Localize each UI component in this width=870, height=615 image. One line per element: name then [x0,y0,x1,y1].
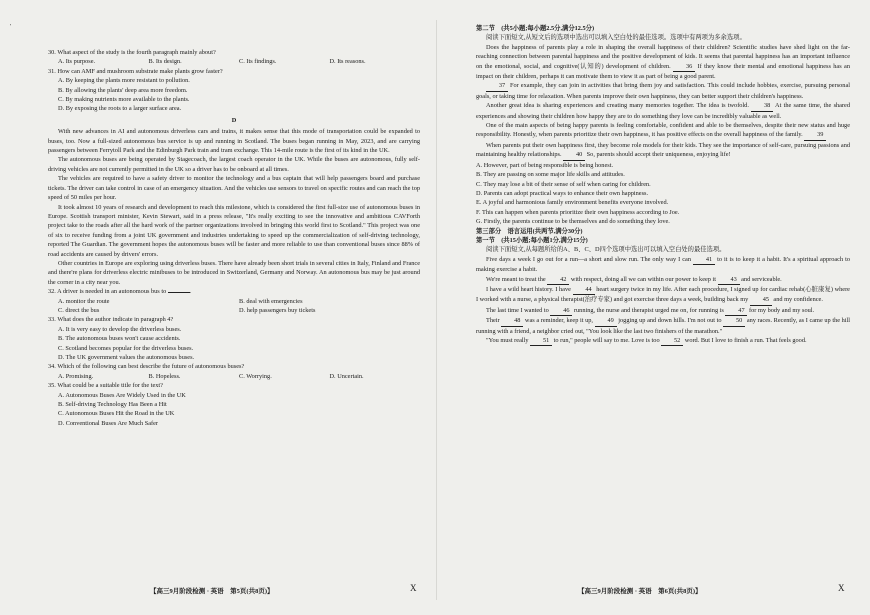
paragraph-text: to it is to keep it a habit. It's a spiritual approach to making exercise a habit. [476,255,851,274]
paragraph-text: So, parents should accept their uniqueness, enjoying life! [586,151,731,159]
margin-mark: ' [10,24,12,30]
paragraph-text: running, the nurse and therapist urged me on, for running is [573,306,724,314]
option-c: C. Scotland becomes popular for the driverless buses. [58,344,194,352]
blank-47: 47 [725,306,747,316]
choice-a: A. However, part of being responsible is being honest. [476,161,614,169]
section-2-instructions: 阅读下面短文,从短文后的选项中选出可以填入空白处的最佳选项。选项中有两项为多余选项。 [486,34,746,42]
paragraph-text: jogging up and down hills. I'm not out to [618,317,722,325]
column-divider [436,20,437,600]
cloze-paragraph-5 [476,316,850,336]
right-column [476,24,850,346]
question-34-options [58,372,420,381]
question-33-stem: 33. What does the author indicate in paragraph 4? [48,316,174,324]
paragraph-text: At the same time, the shared experiences and showing their children how happy they are to do something they love can be incredibly valuable as well. [476,102,851,120]
option-d: D. help passengers buy tickets [239,306,316,314]
option-a: A. Promising. [58,372,94,380]
blank-42: 42 [547,275,569,285]
question-31-stem: 31. How can AMF and mushroom substrate make plants grow faster? [48,67,223,75]
option-d: D. Uncertain. [329,372,364,380]
paragraph-text: and serviceable. [741,275,782,283]
question-35-stem: 35. What could be a suitable title for the text? [48,382,163,390]
choice-f: F. This can happen when parents prioritize their own happiness according to Joe. [476,208,680,216]
cloze7-paragraph-3 [476,101,850,121]
option-d: D. By exposing the roots to a larger surface area. [58,105,182,113]
option-c: C. Autonomous Buses Hit the Road in the UK [58,410,175,418]
paragraph-text: For example, they can join in activities that bring them joy and satisfaction. This could include hobbies, exercise, pursuing personal goals, or taking time for relaxation. When parents improve their own happiness, they can better support their children's happiness. [476,82,850,100]
paragraph-text: word. But I love to finish a run. That feels good. [684,337,807,344]
blank-48: 48 [501,316,523,326]
page-footer-right: 【高三9月阶段检测 · 英语 第6页(共8页)】 [578,588,702,595]
paragraph-text: any races. Recently, as I came up the hill running with a friend, a neighbor cried out, "You look like the last two finishers of the marathon." [476,317,851,335]
passage-paragraph-2: The autonomous buses are being operated by Stagecoach, the largest coach operator in the UK. While the buses are autonomous, fully self-driving vehicles are not currently permitted in the UK so a driver has to be onboard at all times. [48,156,420,173]
option-a: A. By keeping the plants more resistant to pollution. [58,77,190,85]
option-b: B. Self-driving Technology Has Been a Hit [58,401,167,409]
option-a: A. Autonomous Buses Are Widely Used in the UK [58,391,186,399]
paragraph-text: Five days a week I go out for a run—a short and slow run. The only way I can [486,255,692,263]
paragraph-text: was a reminder, keep it up, [524,317,593,325]
question-32-options [58,297,420,316]
paragraph-text: "You must really [486,337,529,344]
blank-36: 36 [673,62,695,72]
section-1-title: 第一节 (共15小题;每小题1分,满分15分) [476,236,588,244]
paragraph-text: I have a wild heart history. I have [486,285,571,293]
paragraph-text: heart surgery twice in my life. After each procedure, I signed up for cardiac rehab(心脏康复) where I worked with a nurse, a physical therapist(治疗专家) and got exercise three days a week, building back my [476,285,850,304]
option-a: A. It is very easy to develop the driverless buses. [58,325,182,333]
blank-39: 39 [804,130,826,140]
paragraph-text: and my confidence. [773,296,823,304]
paragraph-text: One of the main aspects of being happy parents is feeling comfortable, confident and able to be themselves, despite their new status and huge responsibility. Honestly, when parents prioritize their own happiness, it has positive effects on the overall happiness of the family. [476,122,850,139]
option-c: C. By making nutrients more available to the plants. [58,96,190,104]
part-3-title: 第三部分 语言运用(共两节,满分30分) [476,227,583,235]
choice-e: E. A joyful and harmonious family environment benefits everyone involved. [476,199,669,207]
blank-45: 45 [750,295,772,305]
cloze-paragraph-3 [476,285,850,306]
cloze7-paragraph-1 [476,43,850,82]
option-b: B. Its design. [148,58,182,66]
question-32-text: 32. A driver is needed in an autonomous bus to [48,288,167,296]
option-a: A. monitor the route [58,297,110,305]
option-d: D. Conventional Buses Are Much Safer [58,419,159,427]
blank-51: 51 [530,336,552,346]
paragraph-text: We're meant to treat the [486,275,546,283]
page-footer-left: 【高三9月阶段检测 · 英语 第5页(共8页)】 [150,588,274,595]
choice-g: G. Firstly, the parents continue to be themselves and do something they love. [476,218,670,226]
choice-c: C. They may lose a bit of their sense of self when caring for children. [476,180,651,188]
paragraph-text: Another great idea is sharing experiences and creating many memories together. The idea is twofold. [486,102,749,110]
option-b: B. Hopeless. [148,372,181,380]
option-b: B. deal with emergencies [239,297,303,305]
cloze7-paragraph-4 [476,121,850,141]
option-b: B. By allowing the plants' deep area more freedom. [58,86,188,94]
paragraph-text: Their [486,317,500,325]
x-mark-left: X [410,583,417,593]
paragraph-text: to run," people will say to me. Love is too [553,337,660,344]
blank-52: 52 [661,336,683,346]
question-30-options [58,57,420,66]
choice-b: B. They are passing on some major life skills and attitudes. [476,171,625,179]
question-32-stem: 32. A driver is needed in an autonomous bus to . [48,288,192,296]
passage-paragraph-1: With new advances in AI and autonomous driverless cars and trains, it makes sense that this mode of transportation could be expanded to buses, too. Now a full-sized autonomous bus service is up and running in Scotland. The buses began running in May, 2023, and are carrying passengers between Ferrytoll Park and the Edinburgh Park train and tram exchange. This 14-mile route is the first of its kind in the UK. [48,128,420,155]
blank-40: 40 [563,150,585,160]
paragraph-text: The last time I wanted to [486,306,549,314]
cloze-paragraph-1 [476,255,850,275]
cloze-paragraph-4 [476,306,850,316]
cloze7-paragraph-2 [476,81,850,101]
blank-44: 44 [573,285,595,295]
section-1-instructions: 阅读下面短文,从每题所给的A、B、C、D四个选项中选出可以填入空白处的最佳选项。 [486,246,726,254]
cloze-paragraph-6 [476,336,850,346]
blank-37: 37 [486,81,508,91]
option-d: D. Its reasons. [329,58,366,66]
cloze-paragraph-2 [476,275,850,285]
paragraph-text: Does the happiness of parents play a role in shaping the overall happiness of their children? Scientific studies have shed light on the far-reaching connection between parental happiness and the positive development of kids. It seems that parental happiness has an important influence on the emotional, social, and cognitive(认知的) development of children. [476,43,850,70]
question-34-stem: 34. Which of the following can best describe the future of autonomous buses? [48,363,245,371]
option-b: B. The autonomous buses won't cause accidents. [58,335,181,343]
passage-letter: D [231,116,237,124]
paragraph-text: for my body and my soul. [749,306,815,314]
paragraph-text: with respect, doing all we can within our power to keep it [570,275,717,283]
blank-50: 50 [723,316,745,326]
option-c: C. Its findings. [239,58,277,66]
x-mark-right: X [838,583,845,593]
option-a: A. Its purpose. [58,58,96,66]
passage-paragraph-3: The vehicles are required to have a safety driver to monitor the technology and a bus captain that will help passengers board and purchase tickets. The driver can take control in case of an emergency situation. And the vehicles use sensors to travel on specific routes and can reach the top speed of 50 miles per hour. [48,175,420,202]
cloze7-paragraph-5 [476,141,850,161]
option-d: D. The UK government values the autonomous buses. [58,354,195,361]
passage-paragraph-5: Other countries in Europe are exploring using driverless buses. There have already been short trials in several cities in Italy, Finland and France and there're plans for driverless electric minibuses to be introduced in Switzerland, Germany and Norway. An autonomous bus may be just around the corner in a city near you. [48,259,420,286]
blank-43: 43 [718,275,740,285]
blank-38: 38 [751,101,773,111]
option-c: C. Worrying. [239,372,272,380]
section-2-title: 第二节 (共5小题;每小题2.5分,满分12.5分) [476,25,595,32]
paragraph-text: When parents put their own happiness first, they become role models for their kids. They see the importance of self-care, pursuing passions and maintaining healthy relationships. [476,141,850,159]
answer-blank [168,292,190,293]
left-column [48,48,420,428]
question-30-stem: 30. What aspect of the study is the fourth paragraph mainly about? [48,49,216,56]
blank-49: 49 [595,316,617,326]
passage-paragraph-4: It took almost 10 years of research and development to reach this milestone, which is considered the first full-size use of autonomous buses in Europe. Scottish transport minister, Kevin Stewart, said in a press release, "It's really exciting to see the innovative and ambitious CAVForth project take to the roads after all the hard work of the partner organizations involved in bringing this world first to Scotland." This project was one of six to receive funding from a joint UK government and industries undertaking to speed up the commercialization of self-driving technology, reported The Guardian. The government hopes the autonomous buses will be faster and more reliable to use than conventional buses since 88% of road accidents are caused by drivers' errors. [48,203,420,258]
blank-41: 41 [693,255,715,265]
choice-d: D. Parents can adopt practical ways to enhance their own happiness. [476,189,649,197]
paragraph-text: If they know their mental and emotional happiness has an impact on their children, perhaps it can motivate them to view it as part of being a good parent. [476,62,850,81]
blank-46: 46 [550,306,572,316]
option-c: C. direct the bus [58,306,100,314]
